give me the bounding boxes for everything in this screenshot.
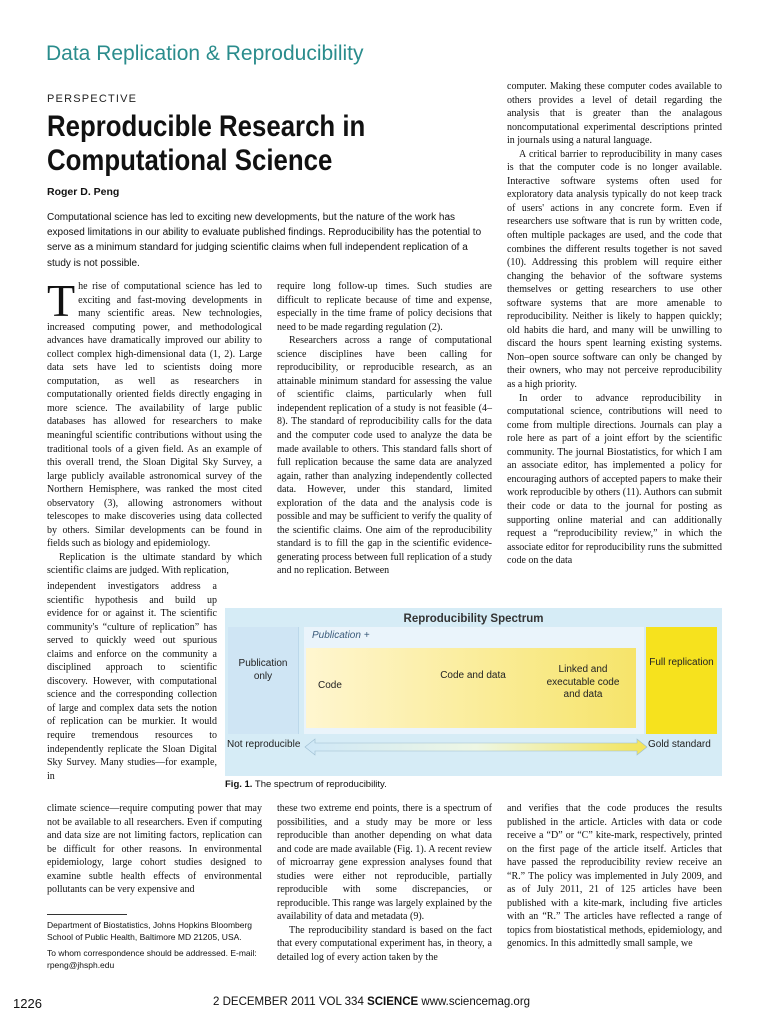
footnote-rule [47, 914, 127, 915]
journal-name: SCIENCE [367, 996, 419, 1008]
label-code: Code [318, 680, 342, 691]
paragraph: computer. Making these computer codes available to others provides a level of detail regarding the analysis that is greater than the analagous noncomputational experimental descriptions printed in journals using a natural language. [507, 81, 722, 147]
footnote-correspondence: To whom correspondence should be addressed. E-mail: rpeng@jhsph.edu [47, 948, 257, 970]
paragraph: Researchers across a range of computational science disciplines have been calling for reproducibility, or reproducible research, as an attainable minimum standard for assessing the value of scientific claims, particularly when full independent replication of a study is not feasible (4–8). The standard of reproducibility calls for the data and the computer code used to analyze the data be made available to others. This standard falls short of full replication because the same data are analyzed again, rather than analyzing independently collected data. However, under this standard, limited exploration of the data and the analysis code is possible and may be sufficient to verify the quality of the scientific claims. One aim of the reproducibility standard is to fill the gap in the scientific evidence-generating process between full replication of a study and no replication. Between [277, 335, 492, 577]
body-column-1-bottom [47, 802, 262, 897]
drop-cap: T [47, 275, 76, 326]
author-name: Roger D. Peng [47, 186, 120, 198]
label-publication-plus: Publication + [312, 630, 370, 641]
figure-reproducibility-spectrum [225, 608, 722, 776]
body-column-1-wrap: independent investigators address a scientific hypothesis and build up evidence for or against it. The scientific community's “culture of replication” has served to quickly weed out spurious claims and enforce on the community a disciplined approach to scientific discovery. However, with computational science and the corresponding collection of large and complex data sets the notion of replication can be murkier. It would require tremendous resources to independently replicate the Sloan Digital Sky Survey. Many studies—for example, in [47, 581, 217, 782]
section-header: Data Replication & Reproducibility [46, 42, 364, 65]
box-full-replication [646, 627, 717, 734]
paragraph: Replication is the ultimate standard by which scientific claims are judged. With replication, [47, 551, 262, 577]
label-code-and-data: Code and data [440, 670, 506, 681]
paragraph: The reproducibility standard is based on the fact that every computational experiment has, in theory, a detailed log of every action taken by the [277, 924, 492, 964]
footnotes [47, 920, 262, 976]
paragraph: A critical barrier to reproducibility in many cases is that the computer code is no longer available. Interactive software systems often used for exploratory data analysis typically do not keep track of users' actions in any concrete form. Even if researchers use software that is run by written code, often multiple packages are used, and the code that combines the different results together is not saved (10). Addressing this problem will require either changing the behavior of the software systems themselves or getting researchers to use other software systems that are more amenable to reproducibility. Neither is likely to happen quickly; old habits die hard, and many will be unwilling to discard the hours spent learning existing systems. Non–open source software can only be changed by their owners, who may not perceive reproducibility as a high priority. [507, 148, 722, 391]
journal-site: www.sciencemag.org [421, 996, 531, 1008]
issue-date-volume: 2 DECEMBER 2011 VOL 334 [213, 996, 364, 1008]
issue-line [213, 996, 530, 1008]
page-number: 1226 [13, 996, 42, 1011]
paragraph: these two extreme end points, there is a spectrum of possibilities, and a study may be more or less reproducible than another depending on what data and code are made available (Fig. 1). A recent review of microarray gene expression analyses found that studies were either not reproducible, partially reproducible with some discrepancies, or reproducible. This range was largely explained by the availability of data and metadata (9). [277, 803, 492, 923]
body-column-3-bottom [507, 802, 722, 951]
figure-caption-label: Fig. 1. [225, 779, 253, 790]
figure-caption-text: The spectrum of reproducibility. [254, 779, 387, 790]
body-column-1 [47, 275, 262, 578]
box-publication-only [228, 627, 299, 734]
label-gold-standard: Gold standard [648, 739, 711, 750]
label-full-replication: Full replication [649, 657, 714, 668]
label-not-reproducible: Not reproducible [227, 739, 301, 750]
label-linked-executable: Linked and executable code and data [546, 664, 620, 700]
footnote-affiliation: Department of Biostatistics, Johns Hopkins Bloomberg School of Public Health, Baltimore MD 21205, USA. [47, 920, 253, 942]
label-publication-only: Publication only [238, 658, 288, 682]
paragraph: require long follow-up times. Such studies are difficult to replicate because of time and expense, especially in the time frame of policy decisions that need to be made regarding regulation (2). [277, 281, 492, 333]
paragraph: In order to advance reproducibility in computational science, contributions will need to come from multiple directions. Journals can play a role here as part of a joint effort by the scientific community. The journal Biostatistics, for which I am an associate editor, has implemented a policy for encouraging authors of accepted papers to make their work reproducible by others (11). Authors can submit their code or data to the journal for posting as supporting online material and can additionally request a “reproducibility review,” in which the associate editor for reproducibility runs the submitted code on the data [507, 392, 722, 567]
article-title: Reproducible Research in Computational Science [47, 110, 366, 177]
figure-title: Reproducibility Spectrum [403, 613, 544, 625]
article-type: PERSPECTIVE [47, 93, 138, 105]
paragraph: climate science—require computing power that may not be available to all researchers. Even if computing and data size are not limiting factors, replication can be difficult for other reasons. In environmental epidemiology, large cohort studies designed to examine subtle health effects of environmental pollutants can be very expensive and [47, 803, 262, 896]
body-column-2-bottom [277, 802, 492, 965]
body-column-3 [507, 80, 722, 568]
paragraph: and verifies that the code produces the results published in the article. Articles with data or code receive a “D” or “C” kite-mark, respectively, printed on the first page of the article itself. Articles that have passed the reproducibility review receive an “R.” The policy was implemented in July 2009, and as of July 2011, 21 of 125 articles have been published with a kite-mark, including five articles with an “R.” The articles have reflected a range of topics from biostatistical methods, epidemiology, and genomics. In this admittedly small sample, we [507, 803, 722, 950]
box-code-spectrum [306, 648, 636, 728]
body-column-2 [277, 280, 492, 578]
paragraph: he rise of computational science has led to exciting and fast-moving developments in many scientific areas. New technologies, increased computing power, and methodological advances have dramatically improved our ability to collect complex high-dimensional data (1, 2). Large data sets have led to scientists doing more computation, as well as researchers in computationally oriented fields directly engaging in more science. The availability of large public databases has allowed for researchers to make meaningful scientific contributions without using the traditional tools of a given field. As an example of this overall trend, the Sloan Digital Sky Survey, a large publicly available astronomical survey of the Northern Hemisphere, was ranked the most cited observatory (3), allowing astronomers without telescopes to make discoveries using data collected by others. Similar developments can be found in fields such as biology and epidemiology. [47, 281, 262, 550]
abstract: Computational science has led to exciting new developments, but the nature of the work has exposed limitations in our ability to evaluate published findings. Reproducibility has the potential to serve as a minimum standard for judging scientific claims when full independent replication of a study is not possible. [47, 212, 482, 269]
figure-caption [225, 779, 387, 790]
